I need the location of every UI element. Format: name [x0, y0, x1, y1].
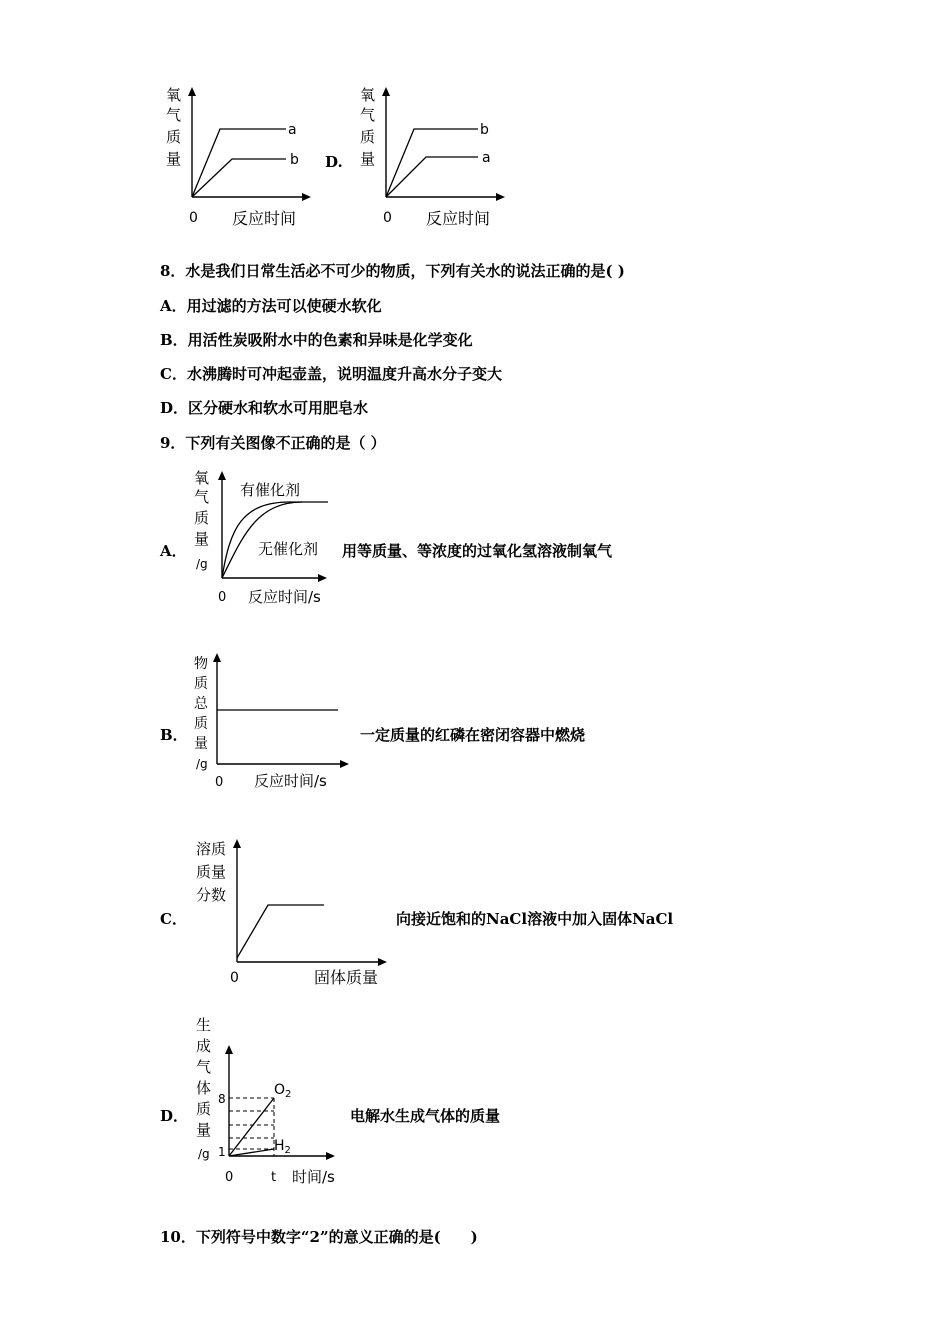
x-axis-label: 固体质量 — [314, 968, 379, 987]
graph-9a — [190, 468, 340, 608]
curve-a — [192, 129, 286, 197]
x-axis-arrow — [496, 193, 505, 201]
origin-label: 0 — [230, 970, 239, 986]
ylabel-char: 气 — [194, 488, 210, 506]
ylabel-char: 气 — [360, 106, 376, 124]
x-axis-label: 时间/s — [292, 1168, 335, 1186]
o2-label: $O_2$ — [274, 1082, 292, 1100]
origin-label: 0 — [383, 210, 392, 226]
question-8-option-b: B．用活性炭吸附水中的色素和异味是化学变化 — [160, 331, 473, 349]
ylabel-char: 量 — [196, 1121, 212, 1139]
graph-9d — [192, 1014, 352, 1189]
origin-label: 0 — [215, 775, 224, 790]
y-axis-arrow — [188, 87, 196, 96]
option-c-letter: C． — [160, 910, 187, 928]
ylabel-line: 质量 — [196, 863, 227, 881]
no-catalyst-label: 无催化剂 — [258, 540, 319, 558]
ylabel-char: 总 — [194, 696, 208, 712]
x-axis-arrow — [302, 193, 311, 201]
y-axis-arrow — [233, 839, 241, 848]
question-8-stem: 8．水是我们日常生活必不可少的物质，下列有关水的说法正确的是( ) — [160, 262, 625, 280]
question-8-option-d: D．区分硬水和软水可用肥皂水 — [160, 399, 369, 417]
ylabel-char: 质 — [196, 1100, 212, 1118]
ylabel-char: 质 — [166, 128, 182, 146]
ylabel-char: 气 — [166, 106, 182, 124]
ylabel-char: 成 — [196, 1037, 212, 1055]
ylabel-char: 质 — [360, 128, 376, 146]
option-a-letter: A． — [160, 542, 187, 560]
x-axis-label: 反应时间 — [426, 209, 491, 228]
ylabel-char: 质 — [194, 509, 210, 527]
ylabel-unit: /g — [196, 757, 208, 771]
x-axis-arrow — [318, 574, 327, 582]
origin-label: 0 — [189, 210, 198, 226]
ylabel-char: 质 — [194, 716, 208, 732]
ylabel-char: 量 — [194, 530, 210, 548]
x-axis-label: 反应时间/s — [254, 772, 327, 790]
t-label: t — [271, 1170, 277, 1185]
ylabel-char: 氧 — [360, 86, 376, 104]
question-10-stem: 10．下列符号中数字“2”的意义正确的是( ) — [160, 1228, 478, 1246]
option-d-description: 电解水生成气体的质量 — [350, 1107, 501, 1125]
mass-fraction-curve — [237, 905, 324, 958]
x-axis-arrow — [326, 1152, 335, 1160]
o2-line — [229, 1098, 274, 1156]
question-9-stem: 9．下列有关图像不正确的是（ ） — [160, 434, 386, 452]
ylabel-char: 物 — [194, 656, 208, 672]
ylabel-char: 体 — [196, 1079, 212, 1097]
y-axis-arrow — [218, 471, 226, 480]
ylabel-line: 溶质 — [196, 840, 227, 858]
graph-9b — [190, 652, 360, 792]
x-axis-arrow — [378, 958, 387, 966]
ylabel-char: 量 — [360, 150, 376, 168]
option-d-letter: D. — [325, 153, 343, 171]
h2-line — [229, 1149, 274, 1156]
y-axis-arrow — [213, 653, 221, 662]
y-tick-1: 1 — [218, 1145, 226, 1159]
ylabel-char: 气 — [196, 1058, 212, 1076]
curve-b-label: b — [290, 152, 299, 168]
option-c-description: 向接近饱和的NaCl溶液中加入固体NaCl — [396, 910, 674, 928]
y-axis-arrow — [225, 1045, 233, 1054]
ylabel-unit: /g — [198, 1147, 210, 1161]
y-tick-8: 8 — [218, 1092, 226, 1106]
ylabel-char: 质 — [194, 676, 208, 692]
curve-a-label: a — [482, 150, 491, 166]
x-axis-label: 反应时间/s — [248, 588, 321, 606]
question-8-option-a: A．用过滤的方法可以使硬水软化 — [160, 297, 382, 315]
top-graph-left — [160, 82, 320, 232]
question-8-option-c: C．水沸腾时可冲起壶盖，说明温度升高水分子变大 — [160, 365, 502, 383]
origin-label: 0 — [218, 590, 227, 605]
option-d-letter-9: D． — [160, 1107, 189, 1125]
curve-b — [192, 159, 286, 197]
ylabel-char: 氧 — [194, 469, 210, 487]
x-axis-label: 反应时间 — [232, 209, 297, 228]
graph-9c — [192, 836, 392, 986]
catalyst-label: 有催化剂 — [240, 481, 301, 499]
ylabel-char: 生 — [196, 1016, 212, 1034]
ylabel-unit: /g — [196, 557, 208, 571]
ylabel-char: 量 — [194, 736, 208, 752]
option-a-description: 用等质量、等浓度的过氧化氢溶液制氧气 — [342, 542, 613, 560]
ylabel-char: 氧 — [166, 86, 182, 104]
option-b-description: 一定质量的红磷在密闭容器中燃烧 — [360, 726, 586, 744]
ylabel-line: 分数 — [196, 886, 227, 904]
option-b-letter: B． — [160, 726, 188, 744]
top-graph-right — [354, 82, 514, 232]
ylabel-char: 量 — [166, 150, 182, 168]
x-axis-arrow — [340, 760, 349, 768]
origin-label: 0 — [225, 1170, 234, 1185]
curve-b — [386, 129, 478, 197]
curve-a-label: a — [288, 122, 297, 138]
h2-label: $H_2$ — [274, 1138, 291, 1156]
y-axis-arrow — [382, 87, 390, 96]
curve-b-label: b — [480, 122, 489, 138]
